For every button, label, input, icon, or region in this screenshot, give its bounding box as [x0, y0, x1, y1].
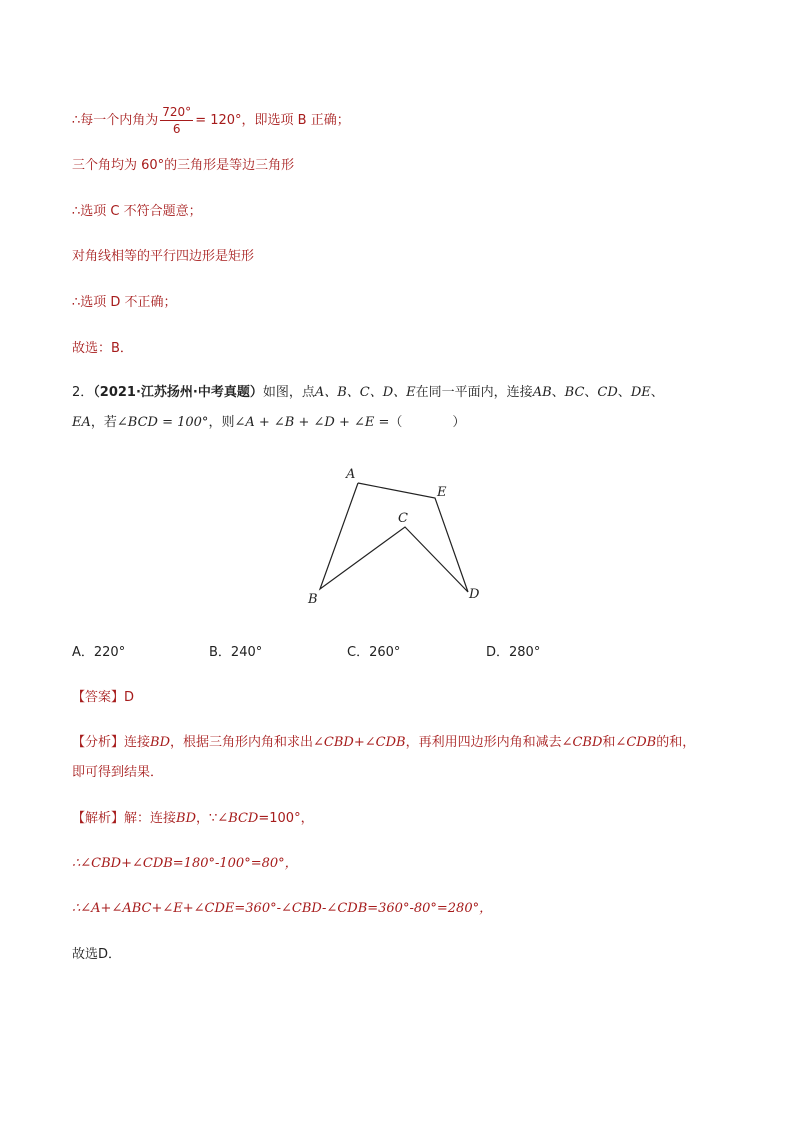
- fraction-numerator: 720°: [162, 105, 192, 119]
- question-source: （2021·江苏扬州·中考真题）: [93, 385, 263, 400]
- solution-given: ∠BCD: [217, 811, 259, 826]
- answer-tag: 【答案】: [72, 690, 125, 705]
- solution-conclusion: 故选D．: [72, 947, 122, 962]
- label-b: B: [308, 592, 318, 607]
- label-c: C: [398, 511, 408, 526]
- prev-line-2: 三个角均为 60°的三角形是等边三角形: [72, 158, 295, 173]
- fraction-720-over-6: [160, 104, 193, 137]
- question-stem-a: 如图，点: [262, 385, 315, 400]
- analysis-angle-cbd: ∠CBD: [561, 735, 603, 750]
- solution-step-1: ∴∠CBD+∠CDB=180°-100°=80°，: [72, 856, 298, 871]
- analysis-t1: 连接: [124, 735, 151, 750]
- analysis-sum: ∠CBD+∠CDB: [313, 735, 406, 750]
- question-line-2-a: ，若: [90, 415, 117, 430]
- separator-1: 、: [551, 385, 565, 400]
- label-d: D: [469, 587, 480, 602]
- solution-tag: 【解析】: [72, 811, 125, 826]
- answer-value: D: [124, 690, 135, 705]
- prev-line-6: 故选：B．: [72, 341, 133, 356]
- separator-2: 、: [584, 385, 598, 400]
- analysis-t3: ，再利用四边形内角和减去: [405, 735, 562, 750]
- analysis-t4: 和: [602, 735, 616, 750]
- question-ask: ∠A + ∠B + ∠D + ∠E =: [234, 415, 390, 430]
- solution-t3: =100°，: [258, 811, 314, 826]
- option-c: C．260°: [347, 645, 401, 660]
- label-e: E: [437, 485, 447, 500]
- analysis-line-2: 即可得到结果．: [72, 765, 164, 780]
- question-line-2-b: ，则: [208, 415, 235, 430]
- question-condition: ∠BCD = 100°: [116, 415, 209, 430]
- analysis-t2: ，根据三角形内角和求出: [170, 735, 314, 750]
- separator-4: 、: [650, 385, 664, 400]
- prev-line-3: ∴选项 C 不符合题意；: [72, 204, 202, 219]
- segment-ab: AB: [532, 385, 552, 400]
- segment-cd: CD: [597, 385, 618, 400]
- solution-step-2: ∴∠A+∠ABC+∠E+∠CDE=360°-∠CBD-∠CDB=360°-80°=280°，: [72, 901, 493, 916]
- option-d: D．280°: [486, 645, 541, 660]
- question-line-1: [72, 383, 664, 403]
- segment-ea: EA: [72, 415, 91, 430]
- question-line-2: [72, 413, 465, 433]
- paren-left: （: [389, 415, 403, 430]
- prev-line-1-a: ∴每一个内角为: [72, 113, 159, 128]
- option-b: B．240°: [209, 645, 263, 660]
- solution-bd: BD: [176, 811, 197, 826]
- paren-right: ）: [452, 415, 466, 430]
- answer-line: [72, 688, 134, 708]
- analysis-bd: BD: [150, 735, 171, 750]
- separator-3: 、: [617, 385, 631, 400]
- prev-line-4: 对角线相等的平行四边形是矩形: [72, 249, 255, 264]
- analysis-tag: 【分析】: [72, 735, 125, 750]
- label-a: A: [346, 467, 356, 482]
- analysis-t5: 的和，: [656, 735, 696, 750]
- fraction-denominator: 6: [172, 122, 181, 136]
- solution-line-1: [72, 809, 314, 829]
- question-points: A、B、C、D、E: [314, 385, 416, 400]
- question-stem-b: 在同一平面内，连接: [415, 385, 533, 400]
- segment-bc: BC: [564, 385, 585, 400]
- geometry-figure: [0, 450, 794, 650]
- solution-t1: 解：连接: [124, 811, 177, 826]
- analysis-line-1: [72, 733, 695, 753]
- prev-line-5: ∴选项 D 不正确；: [72, 295, 177, 310]
- prev-line-1: [72, 104, 350, 137]
- option-a: A．220°: [72, 645, 126, 660]
- prev-line-1-b: = 120°，即选项 B 正确；: [195, 113, 350, 128]
- solution-t2: ，∵: [196, 811, 218, 826]
- segment-de: DE: [630, 385, 651, 400]
- question-number: 2．: [72, 385, 94, 400]
- analysis-angle-cdb: ∠CDB: [615, 735, 657, 750]
